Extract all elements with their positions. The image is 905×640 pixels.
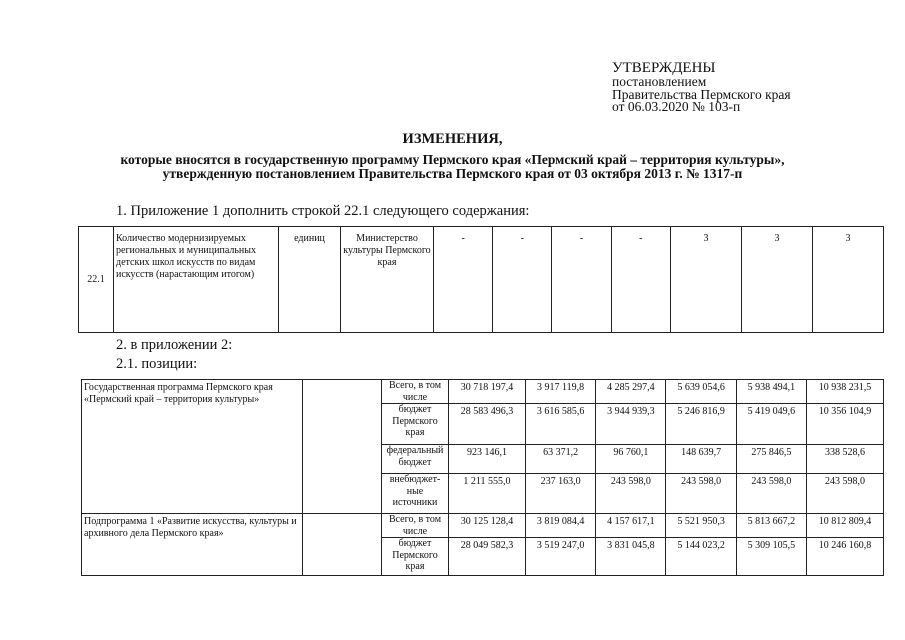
subtitle-line-2: утвержденную постановлением Правительства Пермского края от 03 октября 2013 г. № 1317-п	[162, 166, 743, 181]
value-cell: 275 846,5	[736, 445, 806, 474]
value-cell: 3	[741, 227, 812, 333]
document-subtitle	[0, 153, 905, 181]
value-cell: 28 049 582,3	[449, 538, 526, 576]
value-cell: 3 831 045,8	[596, 538, 666, 576]
value-cell: 30 718 197,4	[449, 380, 526, 404]
paragraph-1: 1. Приложение 1 дополнить строкой 22.1 следующего содержания:	[116, 203, 530, 219]
value-cell: -	[552, 227, 611, 333]
paragraph-2: 2. в приложении 2:	[116, 337, 233, 353]
funding-label: бюджет Пермского края	[382, 404, 449, 445]
value-cell: 243 598,0	[596, 474, 666, 514]
executor-cell: Министерство культуры Пермского края	[341, 227, 434, 333]
value-cell: 4 157 617,1	[596, 514, 666, 538]
value-cell: 3 944 939,3	[596, 404, 666, 445]
value-cell: 338 528,6	[807, 445, 884, 474]
row-number: 22.1	[79, 227, 114, 333]
approved-line-3: Правительства Пермского края	[612, 86, 791, 102]
funding-table	[81, 379, 884, 576]
funding-label: Всего, в том числе	[382, 380, 449, 404]
indicator-name: Количество модернизируемых региональных и муниципальных детских школ искусств по видам искусств (нарастающим итогом)	[114, 227, 279, 333]
value-cell: 3	[812, 227, 883, 333]
value-cell: 243 598,0	[736, 474, 806, 514]
value-cell: 923 146,1	[449, 445, 526, 474]
value-cell: 10 938 231,5	[807, 380, 884, 404]
value-cell: 96 760,1	[596, 445, 666, 474]
table-row	[79, 227, 884, 333]
indicator-table	[78, 226, 884, 333]
value-cell: 1 211 555,0	[449, 474, 526, 514]
value-cell: -	[611, 227, 670, 333]
unit-cell: единиц	[279, 227, 341, 333]
approved-line-2: постановлением	[612, 74, 707, 89]
subprogram-name: Подпрограмма 1 «Развитие искусства, культуры и архивного дела Пермского края»	[82, 514, 303, 576]
value-cell: 5 813 667,2	[736, 514, 806, 538]
value-cell: 10 812 809,4	[807, 514, 884, 538]
value-cell: 3 819 084,4	[525, 514, 595, 538]
value-cell: 4 285 297,4	[596, 380, 666, 404]
empty-cell	[303, 514, 382, 576]
approved-heading: УТВЕРЖДЕНЫ	[612, 60, 716, 76]
value-cell: 63 371,2	[525, 445, 595, 474]
funding-label: внебюджет-ные источники	[382, 474, 449, 514]
program-name: Государственная программа Пермского края «Пермский край – территория культуры»	[82, 380, 303, 514]
value-cell: 5 639 054,6	[666, 380, 736, 404]
funding-label: Всего, в том числе	[382, 514, 449, 538]
approval-stamp	[612, 61, 791, 114]
value-cell: 5 521 950,3	[666, 514, 736, 538]
value-cell: 10 356 104,9	[807, 404, 884, 445]
value-cell: 30 125 128,4	[449, 514, 526, 538]
paragraph-3: 2.1. позиции:	[116, 356, 198, 372]
funding-label: бюджет Пермского края	[382, 538, 449, 576]
table-row	[82, 514, 884, 538]
table-row	[82, 380, 884, 404]
value-cell: 5 938 494,1	[736, 380, 806, 404]
value-cell: -	[434, 227, 493, 333]
value-cell: 243 598,0	[807, 474, 884, 514]
funding-label: федеральный бюджет	[382, 445, 449, 474]
value-cell: 5 246 816,9	[666, 404, 736, 445]
value-cell: 28 583 496,3	[449, 404, 526, 445]
value-cell: 5 144 023,2	[666, 538, 736, 576]
value-cell: 10 246 160,8	[807, 538, 884, 576]
value-cell: 243 598,0	[666, 474, 736, 514]
empty-cell	[303, 380, 382, 514]
document-title: ИЗМЕНЕНИЯ,	[402, 131, 503, 147]
value-cell: 3 917 119,8	[525, 380, 595, 404]
value-cell: 5 309 105,5	[736, 538, 806, 576]
value-cell: 3 519 247,0	[525, 538, 595, 576]
value-cell: 5 419 049,6	[736, 404, 806, 445]
value-cell: 3 616 585,6	[525, 404, 595, 445]
value-cell: 148 639,7	[666, 445, 736, 474]
value-cell: 237 163,0	[525, 474, 595, 514]
value-cell: -	[493, 227, 552, 333]
value-cell: 3	[670, 227, 741, 333]
approved-line-4: от 06.03.2020 № 103-п	[612, 99, 741, 114]
subtitle-line-1: которые вносятся в государственную программу Пермского края «Пермский край – территория культуры»,	[120, 152, 785, 167]
